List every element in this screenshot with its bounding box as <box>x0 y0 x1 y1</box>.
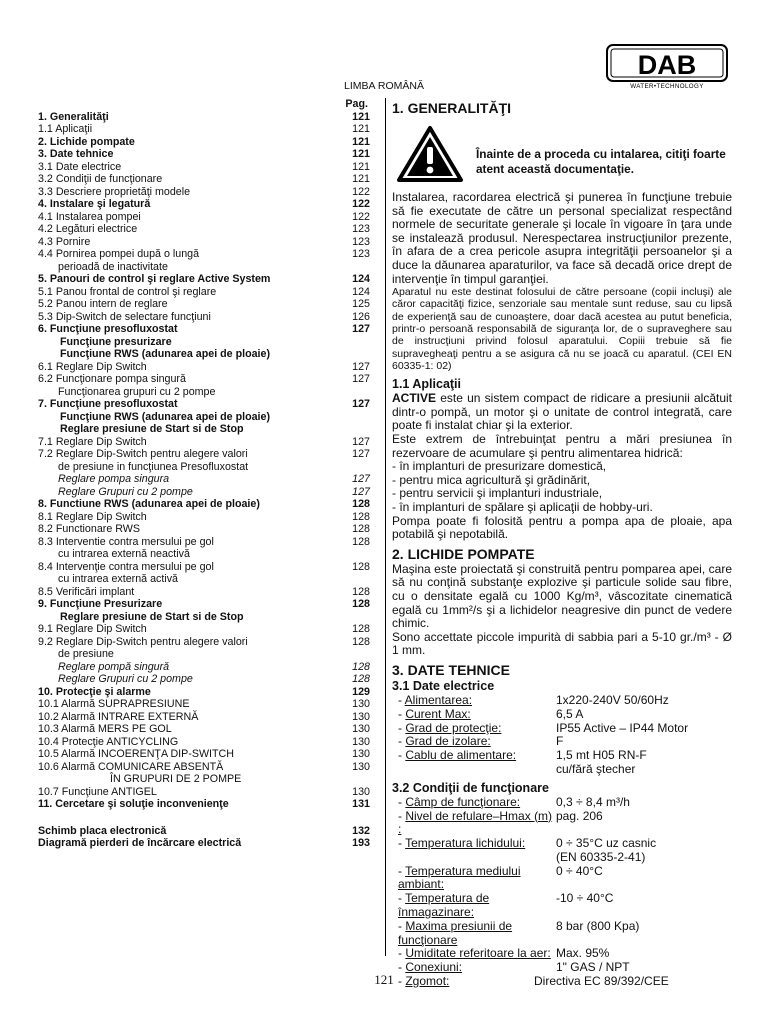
toc-entry <box>38 473 370 486</box>
spec-key: - Câmp de funcţionare: <box>398 794 521 809</box>
toc-entry-label: de presiune <box>58 648 114 660</box>
toc-entry <box>38 498 370 511</box>
toc-entry-label: Diagramă pierderi de încărcare electrică <box>38 837 242 849</box>
toc-entry-page: 130 <box>352 785 370 798</box>
toc-entry-page: 127 <box>352 398 370 410</box>
toc-entry-label: 5.3 Dip-Switch de selectare funcţiuni <box>38 310 211 323</box>
toc-entry-page: 127 <box>352 448 370 460</box>
spec-row <box>392 796 732 810</box>
toc-entry-label: 7.2 Reglare Dip-Switch pentru alegere valori <box>38 448 248 460</box>
toc-entry-page: 128 <box>352 660 370 673</box>
toc-entry-page: 128 <box>352 585 370 598</box>
toc-entry-label: 1. Generalităţi <box>38 110 109 123</box>
brand-name: DAB <box>637 50 697 80</box>
toc-entry-page <box>344 773 370 786</box>
toc-entry <box>38 298 370 311</box>
toc-entry-page: 130 <box>352 735 370 748</box>
spec-row <box>392 810 732 838</box>
toc-entry-label: 6.2 Funcţionare pompa singură <box>38 373 186 385</box>
toc-entry-label: 8.4 Intervenţie contra mersului pe gol <box>38 560 214 573</box>
toc-entry <box>38 837 370 850</box>
toc-entry-page: 123 <box>352 235 370 248</box>
toc-entry <box>38 448 370 461</box>
spec-value: 0 ÷ 35°C uz casnic <box>556 836 657 851</box>
spec-value: F <box>556 734 564 749</box>
toc-entry-label: Funcţiune presurizare <box>60 335 172 348</box>
toc-entry-label: 8.2 Functionare RWS <box>38 523 140 535</box>
electrical-specs <box>392 694 732 777</box>
toc-entry <box>38 123 370 136</box>
toc-entry-page: 128 <box>352 523 370 535</box>
spec-row <box>392 920 732 948</box>
spec-value: (EN 60335-2-41) <box>556 849 646 864</box>
spec-key <box>392 851 556 865</box>
toc-entry-label: cu intrarea externă neactivă <box>58 548 190 560</box>
language-label: LIMBA ROMÂNĂ <box>344 80 424 92</box>
toc-entry-page <box>344 423 370 436</box>
spec-value: 1" GAS / NPT <box>556 960 630 975</box>
toc-entry-label: Reglare presiune de Start si de Stop <box>60 610 244 623</box>
toc-entry <box>38 198 370 211</box>
toc-entry <box>38 623 370 636</box>
section-1-1-paragraph-3: Pompa poate fi folosită pentru a pompa apa de ploaie, apa potabilă şi nepotabilă. <box>392 513 732 542</box>
spec-key: - Grad de protecţie: <box>398 720 502 735</box>
toc-entry-label: 11. Cercetare şi soluţie inconvenienţe <box>38 798 229 810</box>
toc-entry <box>38 698 370 711</box>
toc-entry-page: 130 <box>352 760 370 773</box>
spec-row <box>392 735 732 749</box>
toc-entry <box>38 423 370 436</box>
toc-entry <box>38 761 370 774</box>
spec-value: Directiva EC 89/392/CEE <box>534 974 669 989</box>
toc-entry-label: 4.4 Pornirea pompei după o lungă <box>38 248 200 260</box>
spec-key <box>392 763 556 777</box>
spec-row <box>392 947 732 961</box>
toc-entry-page: 126 <box>352 310 370 323</box>
toc-entry-label: Funcţiune RWS (adunarea apei de ploaie) <box>60 348 271 360</box>
spec-value: -10 ÷ 40°C <box>556 891 614 906</box>
toc-entry <box>38 111 370 124</box>
section-3-title: 3. DATE TEHNICE <box>392 661 510 678</box>
toc-page-header: Pag. <box>345 98 368 110</box>
toc-entry <box>38 598 370 611</box>
warning-block <box>392 125 732 189</box>
spec-row <box>392 851 732 865</box>
table-of-contents <box>38 98 370 850</box>
toc-entry <box>38 436 370 449</box>
toc-entry <box>38 461 370 474</box>
list-item: - în implanturi de spălare şi aplicaţii de hobby-uri. <box>392 499 653 514</box>
spec-row <box>392 865 732 893</box>
toc-entry-page: 121 <box>352 148 370 160</box>
toc-entry-label: Reglare pompa singura <box>58 473 170 485</box>
toc-entry-page: 130 <box>352 698 370 710</box>
toc-entry-page: 128 <box>352 598 370 610</box>
toc-entry-label: 8.5 Verificări implant <box>38 585 135 598</box>
toc-entry <box>38 136 370 149</box>
spec-key: - Umiditate referitoare la aer: <box>398 946 551 961</box>
toc-entry <box>38 323 370 336</box>
toc-entry <box>38 148 370 161</box>
section-1-1-paragraph: ACTIVE este un sistem compact de ridicare a presiunii alcătuit dintr-o pompă, un motor şi o unitate de control integrată, care poate fi instalat chiar şi la exterior. <box>392 391 732 433</box>
toc-entry-page: 121 <box>352 160 370 173</box>
toc-entry-page: 122 <box>352 210 370 223</box>
toc-entry-label: 10.4 Protecţie ANTICYCLING <box>38 735 179 748</box>
section-1-title: 1. GENERALITĂŢI <box>392 100 512 116</box>
toc-entry <box>38 786 370 799</box>
toc-entry-label: 8.1 Reglare Dip Switch <box>38 510 147 523</box>
toc-entry-page <box>344 648 370 661</box>
spec-key: - Maxima presiunii de funcţionare <box>398 918 513 947</box>
warning-icon <box>396 125 464 183</box>
toc-entry-label: Reglare Grupuri cu 2 pompe <box>58 485 193 498</box>
toc-entry <box>38 586 370 599</box>
toc-entry <box>38 748 370 761</box>
toc-entry <box>38 811 370 825</box>
toc-entry-label: Reglare pompă singură <box>58 660 170 673</box>
section-2-paragraph: Maşina este proiectată şi construită pentru pomparea apei, care să nu conţină substanţe explozive şi particule solide sau fibre, cu o densitate egală cu 1000 Kg/m³, vâscozitate cinematică egală cu 1mm²/s şi a lichidelor neagresive din punct de vedere chimic. <box>392 561 732 631</box>
toc-entry-page: 130 <box>352 710 370 723</box>
toc-entry-label: 3.1 Date electrice <box>38 160 122 173</box>
toc-entry-page: 127 <box>352 435 370 448</box>
toc-entry <box>38 386 370 399</box>
spec-value: 8 bar (800 Kpa) <box>556 918 640 933</box>
toc-entry-label: Reglare presiune de Start si de Stop <box>60 423 244 435</box>
spec-value: Max. 95% <box>556 946 610 961</box>
spec-row <box>392 749 732 763</box>
toc-entry-page: 127 <box>352 373 370 385</box>
toc-entry-label: 4.1 Instalarea pompei <box>38 210 141 223</box>
toc-entry-page: 127 <box>352 473 370 485</box>
section-3-2-title: 3.2 Condiţii de funcţionare <box>392 780 549 795</box>
toc-entry-label: 8.3 Interventie contra mersului pe gol <box>38 535 214 548</box>
spec-key: - Nivel de refulare–Hmax (m) : <box>398 808 553 837</box>
toc-entry <box>38 686 370 699</box>
page-number: 121 <box>374 972 394 987</box>
toc-list <box>38 111 370 850</box>
spec-key: - Temperatura mediului ambiant: <box>398 863 521 892</box>
operating-specs <box>392 796 732 989</box>
toc-entry-label: 10.5 Alarmă INCOERENŢA DIP-SWITCH <box>38 748 234 760</box>
toc-entry <box>38 711 370 724</box>
toc-entry-label: 9.1 Reglare Dip Switch <box>38 623 147 635</box>
toc-entry-page: 128 <box>352 560 370 573</box>
column-divider <box>385 98 386 956</box>
toc-entry-page: 128 <box>352 535 370 548</box>
toc-entry-page: 121 <box>352 110 370 123</box>
spec-key: - Cablu de alimentare: <box>398 748 517 763</box>
toc-entry-page: 122 <box>352 198 370 210</box>
toc-entry-page: 128 <box>352 623 370 635</box>
toc-entry-page <box>344 261 370 274</box>
spec-value: 1,5 mt H05 RN-F <box>556 748 647 763</box>
toc-entry <box>38 773 370 786</box>
toc-entry-label: 6. Funcţiune presofluxostat <box>38 323 178 335</box>
toc-entry <box>38 411 370 424</box>
toc-entry-page: 128 <box>352 635 370 648</box>
toc-entry <box>38 573 370 586</box>
toc-entry-label: 8. Functiune RWS (adunarea apei de ploaie) <box>38 498 260 510</box>
spec-row <box>392 837 732 851</box>
spec-value: pag. 206 <box>556 808 603 823</box>
toc-entry <box>38 261 370 274</box>
toc-entry-page: 123 <box>352 223 370 235</box>
spec-value: cu/fără ştecher <box>556 761 636 776</box>
toc-entry-page: 131 <box>352 798 370 810</box>
toc-entry-label: 3.2 Condiţii de funcţionare <box>38 173 163 185</box>
toc-entry <box>38 511 370 524</box>
toc-entry-label: 7.1 Reglare Dip Switch <box>38 435 147 448</box>
toc-entry-page <box>344 611 370 624</box>
toc-entry-page <box>344 461 370 474</box>
toc-entry-page: 132 <box>352 824 370 837</box>
toc-entry-label: de presiune in funcţiunea Presofluxostat <box>58 460 249 473</box>
toc-entry-page: 128 <box>352 510 370 523</box>
spec-row <box>392 694 732 708</box>
toc-entry-page <box>344 336 370 349</box>
toc-entry-page: 123 <box>352 248 370 260</box>
toc-entry-page: 124 <box>352 285 370 298</box>
toc-entry-page: 130 <box>352 723 370 735</box>
spec-key: - Grad de izolare: <box>398 734 491 749</box>
toc-entry <box>38 723 370 736</box>
section-1-paragraph: Instalarea, racordarea electrică şi punerea în funcţiune trebuie să fie executate de către un personal specializat respectând normele de securitate generale şi locale în vigoare în ţara unde se instalează produsul. Nerespectarea instrucţiunilor prezente, în afara de a crea pericole asupra integrităţii persoanelor şi a duce la dăunarea aparaturilor, va face să decadă orice drept de intervenţie în timpul garanţiei. <box>392 190 732 286</box>
toc-entry <box>38 348 370 361</box>
toc-entry-page: 127 <box>352 323 370 335</box>
toc-entry-label: 4. Instalare şi legatură <box>38 198 151 210</box>
toc-entry-label: 5.1 Panou frontal de control şi reglare <box>38 285 217 298</box>
spec-row <box>392 763 732 777</box>
toc-entry-page <box>344 811 370 825</box>
spec-key: - Zgomot: <box>398 974 450 989</box>
toc-entry <box>38 336 370 349</box>
toc-entry-label: 3.3 Descriere proprietăţi modele <box>38 185 191 198</box>
toc-entry-page <box>344 411 370 424</box>
section-1-note: Aparatul nu este destinat folosului de către persoane (copii incluşi) ale căror capacităţi fizice, senzoriale sau mentale sunt reduse, sau cu lipsă de experienţă sau de cunoaştere, doar dacă acestea au putut beneficia, printr-o persoană responsabilă de siguranţa lor, de o supraveghere sau de instrucţiuni privind folosul aparatului. Copiii trebuie să fie supravegheaţi pentru a se asigura că nu se joacă cu aparatul. (CEI EN 60335-1: 02) <box>392 286 732 372</box>
warning-text: Înainte de a proceda cu intalarea, citiţi foarte atent această documentaţie. <box>476 147 726 176</box>
toc-entry <box>38 311 370 324</box>
list-item: - pentru mica agricultură şi grădinărit, <box>392 472 591 487</box>
spec-key: - Temperatura lichidului: <box>398 836 526 851</box>
toc-entry-page <box>344 548 370 561</box>
spec-value: 0 ÷ 40°C <box>556 863 603 878</box>
toc-entry <box>38 486 370 499</box>
toc-entry-label: ÎN GRUPURI DE 2 POMPE <box>110 773 242 785</box>
spec-row <box>392 892 732 920</box>
toc-entry <box>38 361 370 374</box>
spec-value: 1x220-240V 50/60Hz <box>556 692 669 707</box>
spec-key: - Curent Max: <box>398 706 471 721</box>
toc-entry <box>38 286 370 299</box>
toc-entry-page <box>344 573 370 586</box>
spec-key: - Temperatura de înmagazinare: <box>398 891 490 920</box>
section-1-1-paragraph-2: Este extrem de întrebuinţat pentru a mări presiunea în rezervoare de acumulare şi pentru alimentarea hidrică: <box>392 432 732 460</box>
toc-entry-label: 9.2 Reglare Dip-Switch pentru alegere valori <box>38 635 248 648</box>
toc-entry-label: 4.3 Pornire <box>38 235 91 248</box>
spec-value: 0,3 ÷ 8,4 m³/h <box>556 794 630 809</box>
toc-entry-label: 10. Protecţie şi alarme <box>38 685 151 698</box>
toc-entry <box>38 736 370 749</box>
toc-entry <box>38 798 370 811</box>
list-item: - pentru servicii şi implanturi industriale, <box>392 486 603 501</box>
toc-entry-label: 10.6 Alarmă COMUNICARE ABSENTĂ <box>38 760 224 773</box>
toc-entry-page <box>344 386 370 399</box>
toc-entry <box>38 611 370 624</box>
toc-entry <box>38 223 370 236</box>
toc-entry-label: Funcţiune RWS (adunarea apei de ploaie) <box>60 410 271 423</box>
toc-entry <box>38 636 370 649</box>
toc-entry-label: 10.2 Alarmă INTRARE EXTERNĂ <box>38 710 199 723</box>
toc-entry <box>38 173 370 186</box>
toc-entry-page: 122 <box>352 185 370 198</box>
toc-entry-page: 129 <box>352 685 370 698</box>
toc-entry <box>38 661 370 674</box>
toc-entry-label: cu intrarea externă activă <box>58 573 178 585</box>
toc-entry-label: Funcţionarea grupuri cu 2 pompe <box>58 385 216 398</box>
section-1-1-title: 1.1 Aplicaţii <box>392 377 462 392</box>
toc-entry-label: 10.7 Funcţiune ANTIGEL <box>38 785 157 798</box>
toc-entry-page: 121 <box>352 135 370 148</box>
toc-entry-label: 6.1 Reglare Dip Switch <box>38 360 147 373</box>
toc-entry-page: 127 <box>352 485 370 498</box>
toc-entry-label: 1.1 Aplicaţii <box>38 123 93 135</box>
toc-entry-page: 128 <box>352 498 370 510</box>
toc-entry-page: 121 <box>352 173 370 185</box>
toc-entry-label: 7. Funcţiune presofluxostat <box>38 398 178 410</box>
section-2-paragraph-2: Sono accettate piccole impurità di sabbia pari a 5-10 gr./m³ - Ø 1 mm. <box>392 629 732 658</box>
toc-entry <box>38 161 370 174</box>
toc-entry <box>38 561 370 574</box>
toc-entry <box>38 186 370 199</box>
toc-entry-label: perioadă de inactivitate <box>58 260 168 273</box>
toc-entry-page: 193 <box>352 837 370 849</box>
toc-entry-label: 9. Funcţiune Presurizare <box>38 598 163 610</box>
toc-entry-label: 5.2 Panou intern de reglare <box>38 298 168 310</box>
toc-entry <box>38 548 370 561</box>
toc-entry-page: 121 <box>352 123 370 135</box>
toc-entry-label: 3. Date tehnice <box>38 148 114 160</box>
spec-row <box>392 708 732 722</box>
spec-key: - Alimentarea: <box>398 692 473 707</box>
toc-entry <box>38 523 370 536</box>
list-item: - în implanturi de presurizare domestică, <box>392 459 607 474</box>
toc-entry-label: 10.1 Alarmă SUPRAPRESIUNE <box>38 698 190 710</box>
toc-entry-label: Reglare Grupuri cu 2 pompe <box>58 673 193 685</box>
toc-entry <box>38 673 370 686</box>
toc-entry-label: 5. Panouri de control şi reglare Active System <box>38 273 271 285</box>
toc-entry-page: 125 <box>352 298 370 310</box>
product-name: ACTIVE <box>392 391 437 406</box>
spec-value: 6,5 A <box>556 706 584 721</box>
toc-entry-label: 4.2 Legături electrice <box>38 223 138 235</box>
toc-entry <box>38 536 370 549</box>
toc-entry-page: 128 <box>352 673 370 685</box>
toc-entry <box>38 273 370 286</box>
applications-list <box>392 460 732 514</box>
toc-entry-label: Schimb placa electronică <box>38 824 167 837</box>
toc-entry <box>38 825 370 838</box>
section-2-title: 2. LICHIDE POMPATE <box>392 545 535 562</box>
spec-row <box>392 722 732 736</box>
toc-entry <box>38 211 370 224</box>
toc-entry-label: 10.3 Alarmă MERS PE GOL <box>38 723 172 735</box>
section-3-1-title: 3.1 Date electrice <box>392 678 495 693</box>
toc-entry-page: 127 <box>352 360 370 373</box>
toc-entry <box>38 236 370 249</box>
spec-key: - Conexiuni: <box>398 960 463 975</box>
toc-entry <box>38 373 370 386</box>
toc-entry-page: 124 <box>352 273 370 285</box>
toc-entry <box>38 648 370 661</box>
main-content <box>392 98 732 989</box>
spec-value: IP55 Active – IP44 Motor <box>556 720 689 735</box>
brand-tagline: WATER•TECHNOLOGY <box>630 83 704 90</box>
toc-entry-label: 2. Lichide pompate <box>38 135 135 148</box>
toc-entry-page: 130 <box>352 748 370 760</box>
toc-entry-page <box>344 348 370 361</box>
toc-entry <box>38 398 370 411</box>
toc-entry <box>38 248 370 261</box>
